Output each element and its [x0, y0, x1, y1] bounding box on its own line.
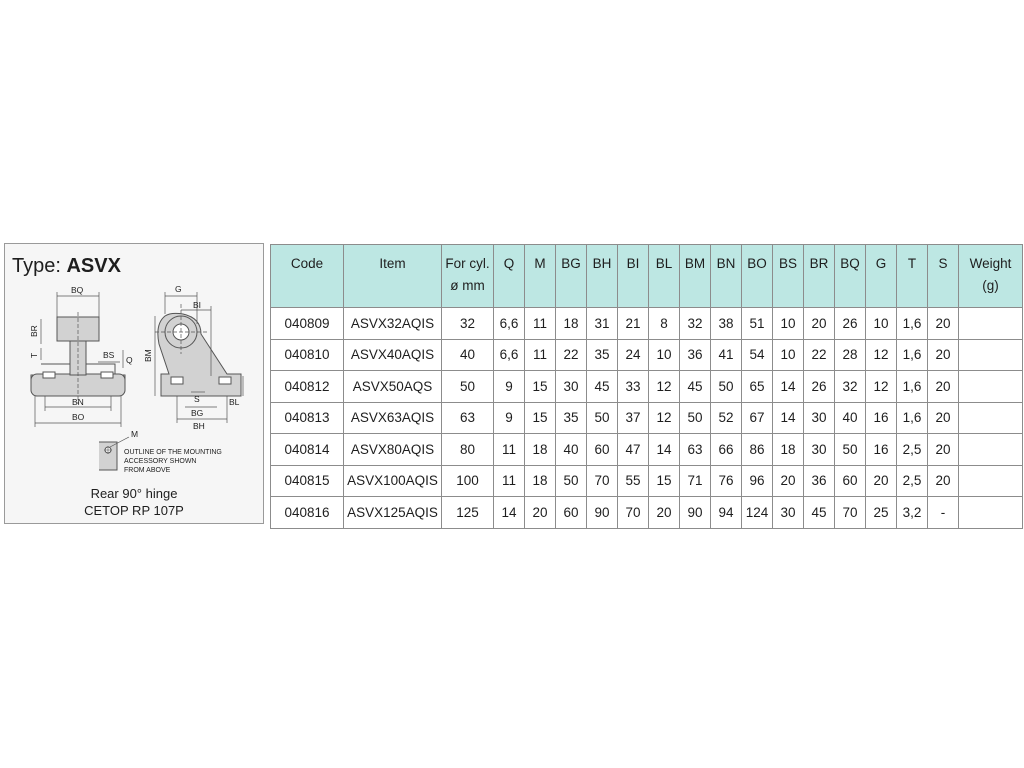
column-header-label: G — [875, 256, 887, 271]
column-header-label: BQ — [840, 256, 860, 271]
technical-drawing — [5, 244, 263, 484]
column-header-label: BI — [626, 256, 640, 271]
table-cell: 1,6 — [897, 371, 928, 403]
column-header-label: For cyl. — [445, 256, 490, 271]
table-cell: 50 — [680, 402, 711, 434]
table-cell: 8 — [649, 308, 680, 340]
column-header-label: T — [907, 256, 917, 271]
table-cell — [959, 308, 1023, 340]
table-cell — [959, 339, 1023, 371]
table-cell: 31 — [587, 308, 618, 340]
table-cell: 45 — [680, 371, 711, 403]
table-cell: 20 — [773, 465, 804, 497]
table-cell: 12 — [866, 339, 897, 371]
table-cell: 6,6 — [494, 308, 525, 340]
table-row — [271, 371, 1023, 403]
spec-table-container — [270, 244, 1022, 525]
table-cell: - — [928, 497, 959, 529]
table-cell: 12 — [649, 402, 680, 434]
table-cell: 45 — [804, 497, 835, 529]
column-header — [271, 245, 344, 308]
table-cell: 040812 — [271, 371, 344, 403]
table-cell: 14 — [773, 371, 804, 403]
table-cell: 35 — [556, 402, 587, 434]
table-cell: 25 — [866, 497, 897, 529]
note-line-3: FROM ABOVE — [124, 467, 171, 474]
table-cell: 20 — [928, 371, 959, 403]
table-cell: 125 — [442, 497, 494, 529]
table-cell — [959, 371, 1023, 403]
column-header-unit: ø mm — [450, 278, 485, 293]
label-bh: BH — [193, 421, 205, 431]
table-cell: 040809 — [271, 308, 344, 340]
table-cell: 30 — [804, 402, 835, 434]
table-cell: 15 — [525, 371, 556, 403]
table-cell: 63 — [680, 434, 711, 466]
table-cell: 65 — [742, 371, 773, 403]
label-bg: BG — [191, 408, 204, 418]
table-row — [271, 465, 1023, 497]
column-header-label: BS — [778, 256, 797, 271]
table-cell: 50 — [587, 402, 618, 434]
table-cell: 14 — [773, 402, 804, 434]
note-line-1: OUTLINE OF THE MOUNTING — [124, 449, 222, 456]
column-header-label: Item — [379, 256, 406, 271]
table-cell: 20 — [866, 465, 897, 497]
table-cell: 040814 — [271, 434, 344, 466]
table-body — [271, 308, 1023, 529]
table-cell: 60 — [835, 465, 866, 497]
table-row — [271, 434, 1023, 466]
column-header-label: Code — [290, 256, 324, 271]
type-value: ASVX — [66, 255, 121, 277]
label-g: G — [175, 284, 182, 294]
table-cell: 32 — [442, 308, 494, 340]
table-cell: 28 — [835, 339, 866, 371]
note-line-2: ACCESSORY SHOWN — [124, 458, 197, 465]
table-cell: 15 — [525, 402, 556, 434]
table-cell: 20 — [928, 434, 959, 466]
column-header — [556, 245, 587, 308]
table-cell: 90 — [680, 497, 711, 529]
table-cell: 20 — [525, 497, 556, 529]
table-cell: 18 — [773, 434, 804, 466]
table-cell: 40 — [556, 434, 587, 466]
table-cell: 41 — [711, 339, 742, 371]
table-cell — [959, 497, 1023, 529]
table-cell: ASVX50AQS — [344, 371, 442, 403]
table-cell: 14 — [494, 497, 525, 529]
table-cell: 70 — [835, 497, 866, 529]
table-cell: 35 — [587, 339, 618, 371]
table-cell: 22 — [804, 339, 835, 371]
table-cell: 33 — [618, 371, 649, 403]
table-cell: ASVX100AQIS — [344, 465, 442, 497]
column-header-label: BO — [747, 256, 767, 271]
table-cell: 63 — [442, 402, 494, 434]
table-cell: 67 — [742, 402, 773, 434]
table-cell: 36 — [680, 339, 711, 371]
table-cell: 96 — [742, 465, 773, 497]
column-header — [711, 245, 742, 308]
table-cell — [959, 402, 1023, 434]
column-header-label: BL — [655, 256, 673, 271]
table-cell: 20 — [928, 402, 959, 434]
table-cell: 30 — [773, 497, 804, 529]
column-header-label: Q — [503, 256, 515, 271]
label-bl: BL — [229, 397, 240, 407]
table-cell: 18 — [525, 434, 556, 466]
column-header-label: S — [938, 256, 948, 271]
table-cell: 11 — [525, 308, 556, 340]
table-row — [271, 339, 1023, 371]
column-header-label: BM — [684, 256, 706, 271]
table-cell: 6,6 — [494, 339, 525, 371]
table-cell: 12 — [649, 371, 680, 403]
table-cell: ASVX80AQIS — [344, 434, 442, 466]
column-header — [804, 245, 835, 308]
table-cell: 10 — [773, 308, 804, 340]
table-cell: 94 — [711, 497, 742, 529]
column-header — [897, 245, 928, 308]
table-cell — [959, 434, 1023, 466]
table-cell: 1,6 — [897, 339, 928, 371]
label-q: Q — [126, 355, 133, 365]
table-cell: 60 — [587, 434, 618, 466]
table-cell: 26 — [835, 308, 866, 340]
product-panel — [4, 243, 264, 524]
table-cell: 11 — [494, 465, 525, 497]
column-header — [649, 245, 680, 308]
label-bn: BN — [72, 397, 84, 407]
column-header — [773, 245, 804, 308]
column-header — [618, 245, 649, 308]
table-cell: 20 — [804, 308, 835, 340]
column-header — [928, 245, 959, 308]
table-cell: 51 — [742, 308, 773, 340]
table-cell: 040810 — [271, 339, 344, 371]
table-cell: 100 — [442, 465, 494, 497]
column-header — [525, 245, 556, 308]
table-cell: ASVX40AQIS — [344, 339, 442, 371]
column-header-label: Weight — [969, 256, 1012, 271]
table-cell: 55 — [618, 465, 649, 497]
table-cell: 20 — [928, 339, 959, 371]
table-cell: 040816 — [271, 497, 344, 529]
table-cell: 50 — [556, 465, 587, 497]
table-cell: 52 — [711, 402, 742, 434]
label-bo: BO — [72, 412, 85, 422]
caption-line-1: Rear 90° hinge — [90, 486, 178, 501]
table-cell: 40 — [835, 402, 866, 434]
table-cell: 040813 — [271, 402, 344, 434]
table-cell: 12 — [866, 371, 897, 403]
column-header — [494, 245, 525, 308]
label-m: M — [131, 429, 139, 439]
table-cell: 15 — [649, 465, 680, 497]
table-cell: 30 — [556, 371, 587, 403]
spec-table — [270, 244, 1023, 529]
table-cell: 16 — [866, 434, 897, 466]
table-cell: 10 — [773, 339, 804, 371]
table-cell: 80 — [442, 434, 494, 466]
table-cell: 22 — [556, 339, 587, 371]
column-header — [442, 245, 494, 308]
label-t: T — [29, 352, 39, 358]
table-cell: 24 — [618, 339, 649, 371]
side-view-drawing — [158, 313, 241, 396]
column-header — [866, 245, 897, 308]
table-cell: 76 — [711, 465, 742, 497]
column-header — [835, 245, 866, 308]
table-row — [271, 308, 1023, 340]
table-cell: 50 — [835, 434, 866, 466]
table-cell: 2,5 — [897, 465, 928, 497]
table-row — [271, 497, 1023, 529]
table-cell: 32 — [680, 308, 711, 340]
table-cell: ASVX125AQIS — [344, 497, 442, 529]
table-cell: 21 — [618, 308, 649, 340]
table-cell: 20 — [928, 308, 959, 340]
table-cell: 9 — [494, 371, 525, 403]
column-header — [587, 245, 618, 308]
table-cell: 11 — [494, 434, 525, 466]
table-cell: 124 — [742, 497, 773, 529]
table-cell: 14 — [649, 434, 680, 466]
label-s: S — [194, 394, 200, 404]
label-bs: BS — [103, 350, 115, 360]
table-cell: 54 — [742, 339, 773, 371]
table-cell: 20 — [928, 465, 959, 497]
table-cell: 90 — [587, 497, 618, 529]
table-cell: 71 — [680, 465, 711, 497]
column-header-label: M — [534, 256, 546, 271]
table-cell: 10 — [866, 308, 897, 340]
table-cell: 37 — [618, 402, 649, 434]
label-bm: BM — [143, 349, 153, 362]
label-br: BR — [29, 325, 39, 337]
table-cell: 36 — [804, 465, 835, 497]
column-header — [680, 245, 711, 308]
table-cell: 50 — [711, 371, 742, 403]
table-cell: 60 — [556, 497, 587, 529]
table-cell: 18 — [525, 465, 556, 497]
table-cell: 1,6 — [897, 402, 928, 434]
table-cell: 26 — [804, 371, 835, 403]
column-header-label: BH — [592, 256, 612, 271]
table-cell: 20 — [649, 497, 680, 529]
table-cell — [959, 465, 1023, 497]
table-cell: 2,5 — [897, 434, 928, 466]
type-prefix: Type: — [12, 255, 67, 277]
caption-line-2: CETOP RP 107P — [84, 503, 184, 518]
table-cell: 18 — [556, 308, 587, 340]
table-cell: 30 — [804, 434, 835, 466]
label-bq: BQ — [71, 285, 84, 295]
column-header — [959, 245, 1023, 308]
table-cell: 70 — [587, 465, 618, 497]
table-cell: 32 — [835, 371, 866, 403]
drawing-caption — [5, 485, 263, 519]
column-header-unit: (g) — [982, 278, 999, 293]
column-header-label: BG — [561, 256, 581, 271]
table-cell: 040815 — [271, 465, 344, 497]
table-cell: ASVX32AQIS — [344, 308, 442, 340]
table-row — [271, 402, 1023, 434]
column-header-label: BR — [809, 256, 829, 271]
table-cell: 11 — [525, 339, 556, 371]
table-cell: 1,6 — [897, 308, 928, 340]
table-cell: 38 — [711, 308, 742, 340]
table-cell: 66 — [711, 434, 742, 466]
column-header — [344, 245, 442, 308]
table-cell: ASVX63AQIS — [344, 402, 442, 434]
table-cell: 70 — [618, 497, 649, 529]
column-header-label: BN — [716, 256, 736, 271]
table-cell: 3,2 — [897, 497, 928, 529]
table-cell: 16 — [866, 402, 897, 434]
label-bi: BI — [193, 300, 202, 310]
table-cell: 10 — [649, 339, 680, 371]
table-cell: 47 — [618, 434, 649, 466]
column-header — [742, 245, 773, 308]
table-header-row — [271, 245, 1023, 308]
table-cell: 50 — [442, 371, 494, 403]
table-cell: 9 — [494, 402, 525, 434]
table-cell: 45 — [587, 371, 618, 403]
table-cell: 40 — [442, 339, 494, 371]
table-cell: 86 — [742, 434, 773, 466]
